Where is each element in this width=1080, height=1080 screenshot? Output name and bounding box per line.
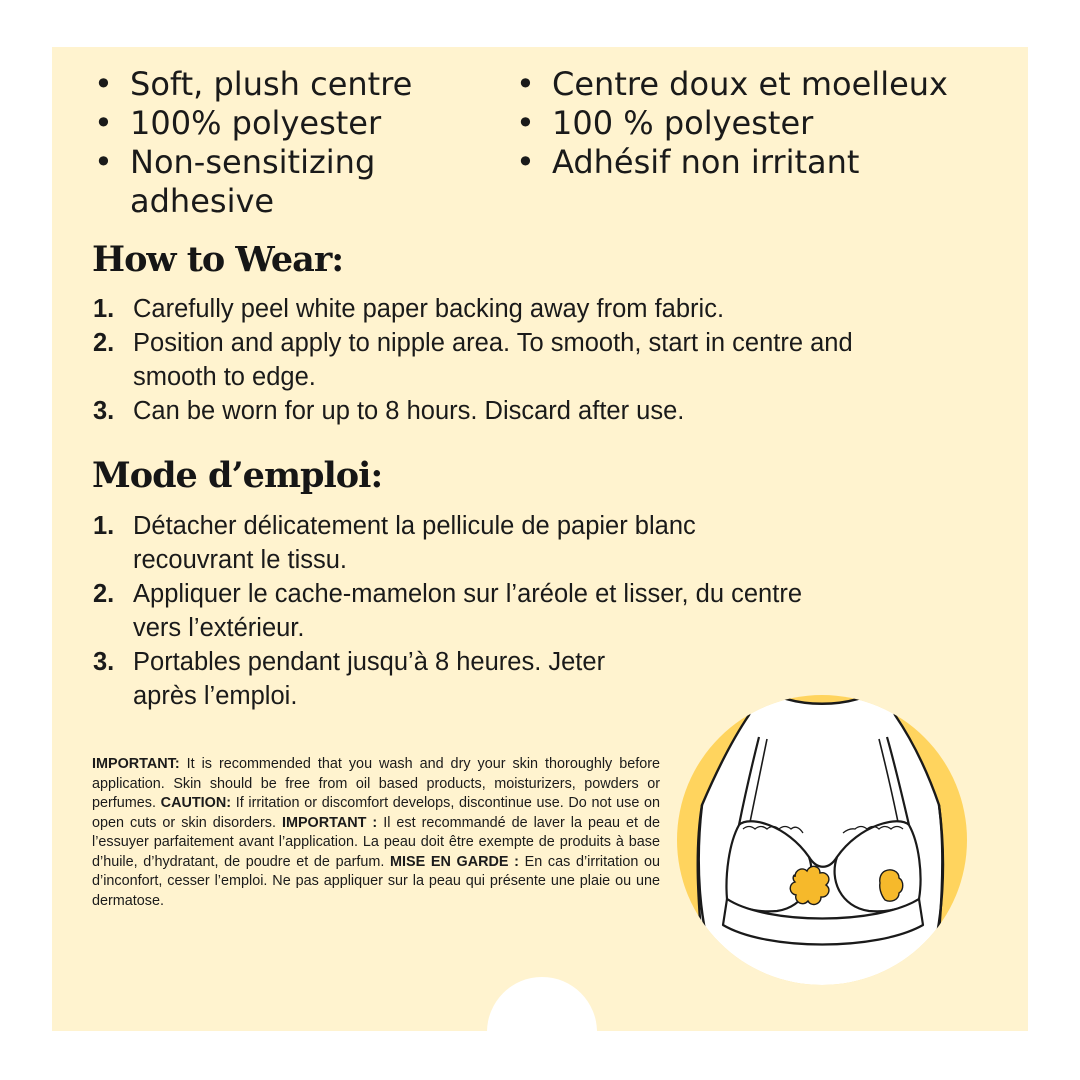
step-item <box>92 577 823 645</box>
caution-text: If irritation or discomfort develops, discontinue use. Do not use on open cuts or skin disorders. <box>92 795 661 831</box>
step-number: 3. <box>93 648 115 676</box>
mode-emploi-heading: Mode d’emploi: <box>92 455 383 496</box>
step-text: Carefully peel white paper backing away from fabric. <box>133 295 725 323</box>
important-fr-label: IMPORTANT : <box>281 814 378 831</box>
step-text: Détacher délicatement la pellicule de papier blanc recouvrant le tissu. <box>133 512 696 574</box>
feature-item: • Centre doux et moelleux <box>514 65 1014 104</box>
step-text: Can be worn for up to 8 hours. Discard after use. <box>133 397 685 425</box>
feature-item: • 100% polyester <box>92 104 482 143</box>
important-fine-print <box>92 755 660 911</box>
bra-illustration <box>677 675 967 1005</box>
important-text: It is recommended that you wash and dry your skin thoroughly before application. Skin should be free from oil based products, moisturizers, powders or perfumes. <box>92 756 660 811</box>
step-item <box>92 292 992 326</box>
step-text: Position and apply to nipple area. To smooth, start in centre and smooth to edge. <box>133 329 853 391</box>
feature-item: • Soft, plush centre <box>92 65 482 104</box>
step-number: 1. <box>93 295 115 323</box>
hang-tab-notch <box>487 977 597 1031</box>
important-label: IMPORTANT: <box>92 756 180 772</box>
mise-en-garde-label: MISE EN GARDE : <box>390 853 519 870</box>
step-text: Appliquer le cache-mamelon sur l’aréole et lisser, du centre vers l’extérieur. <box>133 580 803 642</box>
important-fr-text: Il est recommandé de laver la peau et de l’essuyer parfaitement avant l’application. La peau doit être exempte de produits à base d’huile, d’hydratant, de poudre et de parfum. <box>92 814 661 870</box>
product-info-panel <box>52 47 1028 1031</box>
step-text: Portables pendant jusqu’à 8 heures. Jeter après l’emploi. <box>133 648 606 710</box>
step-number: 2. <box>93 580 115 608</box>
step-number: 1. <box>93 512 115 540</box>
how-to-wear-heading: How to Wear: <box>92 239 344 280</box>
step-item <box>92 394 992 428</box>
step-item <box>92 645 653 713</box>
step-item <box>92 509 823 577</box>
step-number: 2. <box>93 329 115 357</box>
feature-item: • 100 % polyester <box>514 104 1014 143</box>
how-to-wear-steps <box>92 292 992 428</box>
feature-item: • Non-sensitizing adhesive <box>92 143 482 221</box>
features-list-french <box>514 65 1014 182</box>
feature-item: • Adhésif non irritant <box>514 143 1014 182</box>
mise-en-garde-text: En cas d’irritation ou d’inconfort, cesser l’emploi. Ne pas appliquer sur la peau qui présente une plaie ou une dermatose. <box>92 853 660 909</box>
caution-label: CAUTION: <box>160 795 232 811</box>
step-item <box>92 326 853 394</box>
step-number: 3. <box>93 397 115 425</box>
features-list-english <box>92 65 482 221</box>
